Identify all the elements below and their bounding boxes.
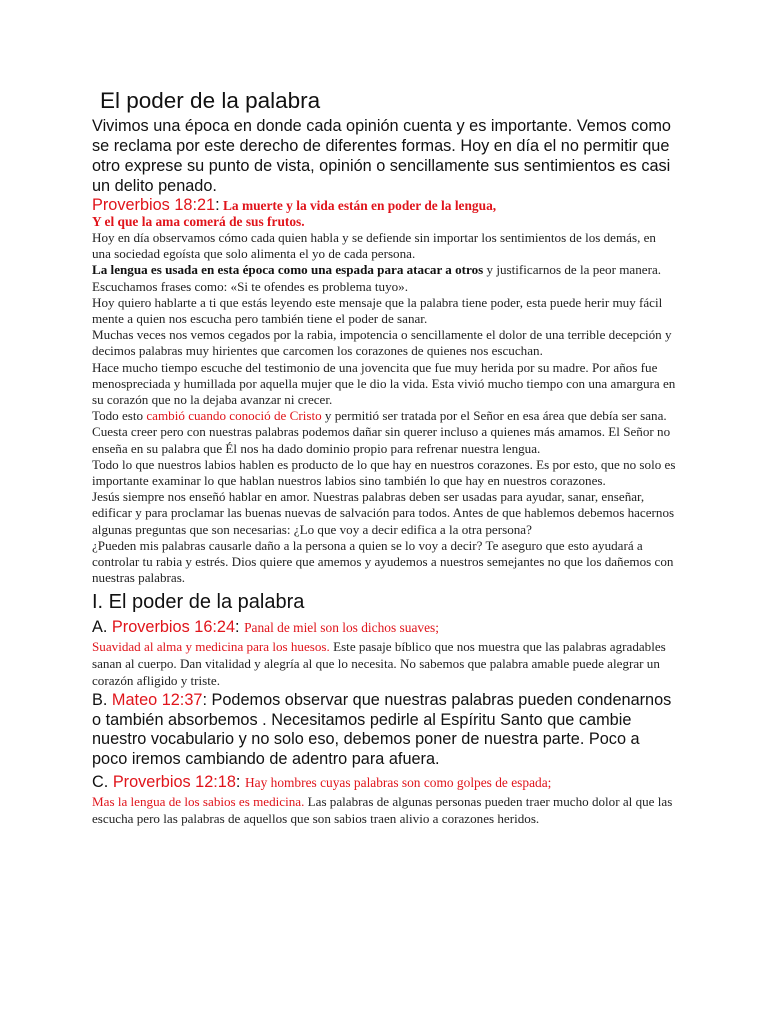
paragraph-9: ¿Pueden mis palabras causarle daño a la persona a quien se lo voy a decir? Te aseguro que esto ayudará a controlar tu rabia y estrés. Dios quiere que amemos y ayudemos a nuestros semejantes no que los dañemos con nuestras palabras. — [92, 537, 674, 586]
item-c-verse-line-1: Hay hombres cuyas palabras son como golpes de espada; — [244, 775, 552, 791]
item-a-body — [92, 639, 678, 689]
item-a-verse-line-1: Panal de miel son los dichos suaves; — [244, 620, 439, 636]
item-a-verse-line-2: Suavidad al alma y medicina para los huesos. — [92, 639, 330, 655]
main-verse-reference: Proverbios 18:21 — [92, 196, 216, 214]
paragraph-6-start: Todo esto — [92, 408, 147, 424]
main-verse-colon: : — [215, 196, 220, 214]
page-title: El poder de la palabra — [100, 88, 321, 113]
paragraph-1: Hoy en día observamos cómo cada quien habla y se defiende sin importar los sentimientos de los demás, en una sociedad egoísta que solo alimenta el yo de cada persona. — [92, 230, 656, 262]
item-a-heading — [92, 616, 678, 639]
item-c-verse-line-2: Mas la lengua de los sabios es medicina. — [92, 794, 305, 810]
paragraph-2 — [92, 262, 678, 294]
paragraph-3: Hoy quiero hablarte a ti que estás leyendo este mensaje que la palabra tiene poder, esta puede herir muy fácil mente a quien nos escucha pero también tiene el poder de sanar. — [92, 294, 663, 327]
item-b-reference: Mateo 12:37 — [111, 691, 203, 710]
item-a-reference: Proverbios 16:24 — [111, 618, 236, 637]
intro-paragraph: Vivimos una época en donde cada opinión cuenta y es importante. Vemos como se reclama por este derecho de diferentes formas. Hoy en día el no permitir que otro exprese su punto de vista, opinión o sencillamente sus sentimientos es casi un delito penado. — [92, 117, 671, 195]
item-b-letter: B. — [92, 691, 112, 710]
main-verse — [92, 198, 678, 213]
paragraph-6-highlight: cambió cuando conoció de Cristo — [146, 408, 322, 424]
item-a-letter: A. — [92, 618, 112, 637]
item-b — [92, 691, 678, 769]
document-content — [92, 88, 678, 827]
paragraph-6-end: y permitió ser tratada por el Señor en esa área que debía ser sana. Cuesta creer pero con nuestras palabras podemos dañar sin querer incluso a quienes más amamos. El Señor no enseña en su palabra que Él nos ha dado dominio propio para refrenar nuestra lengua. — [92, 408, 671, 456]
paragraph-2-rest: y justificarnos de la peor manera. Escuchamos frases como: «Si te ofendes es problema tuyo». — [92, 262, 662, 294]
item-c-letter: C. — [92, 773, 113, 792]
main-verse-line-2: Y el que la ama comerá de sus frutos. — [92, 214, 305, 229]
paragraph-2-bold: La lengua es usada en esta época como una espada para atacar a otros — [92, 262, 484, 278]
item-a-colon: : — [235, 618, 245, 637]
item-c-text: Las palabras de algunas personas pueden traer mucho dolor al que las escucha pero las palabras de aquellos que son sabios traen alivio a corazones heridos. — [92, 794, 673, 826]
section-heading: I. El poder de la palabra — [92, 591, 305, 614]
main-verse-line-1: La muerte y la vida están en poder de la lengua, — [219, 198, 497, 213]
paragraph-6 — [92, 408, 678, 457]
item-b-text: : Podemos observar que nuestras palabras pueden condenarnos o también absorbemos . Necesitamos pedirle al Espíritu Santo que cambie nuestro vocabulario y no solo eso, debemos poner de nuestra parte. Poco a poco iremos cambiando de adentro para afuera. — [92, 691, 672, 768]
item-a-text: Este pasaje bíblico que nos muestra que las palabras agradables sanan al cuerpo. Dan vitalidad y alegría al que lo necesita. No sabemos que palabra amable puede alegrar un corazón afligido y triste. — [92, 639, 666, 688]
item-c-reference: Proverbios 12:18 — [112, 773, 236, 792]
item-c-heading — [92, 771, 678, 794]
item-c-body — [92, 794, 678, 827]
paragraph-4: Muchas veces nos vemos cegados por la rabia, impotencia o sencillamente el dolor de una terrible decepción y decimos palabras muy hirientes que carcomen los corazones de quienes nos escuchan. — [92, 327, 672, 359]
paragraph-8: Jesús siempre nos enseñó hablar en amor. Nuestras palabras deben ser usadas para ayudar, sanar, enseñar, edificar y para proclamar las buenas nuevas de salvación para todos. Antes de que hablemos debemos hacernos algunas preguntas que son necesarias: ¿Lo que voy a decir edifica a la otra persona? — [92, 489, 675, 537]
paragraph-7: Todo lo que nuestros labios hablen es producto de lo que hay en nuestros corazones. Es por esto, que no solo es importante examinar lo que hablan nuestros labios sino también lo que hay en nuestros corazones. — [92, 456, 676, 489]
item-c-colon: : — [235, 773, 245, 792]
paragraph-5: Hace mucho tiempo escuche del testimonio de una jovencita que fue muy herida por su madre. Por años fue menospreciada y humillada por aquella mujer que le dio la vida. Esta vivió mucho tiempo con una amargura en su corazón que no la dejaba avanzar ni crecer. — [92, 359, 676, 408]
